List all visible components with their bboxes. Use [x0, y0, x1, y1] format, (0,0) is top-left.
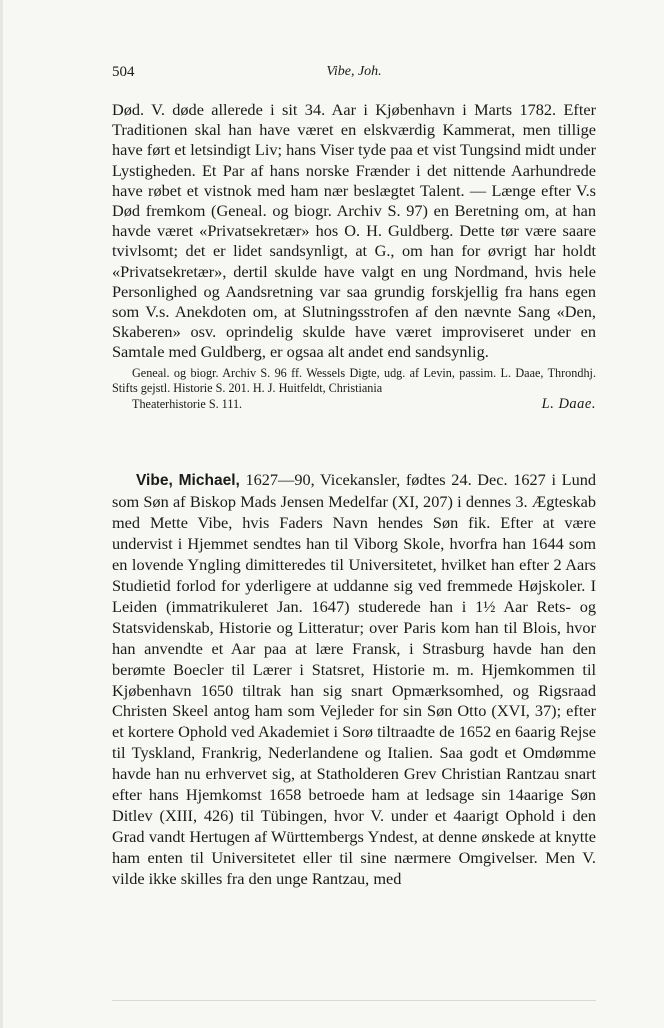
- entry-headword: Vibe, Michael,: [136, 472, 240, 489]
- references-text: Geneal. og biogr. Archiv S. 96 ff. Wessels Digte, udg. af Levin, passim. L. Daae, Throndhj. Stifts gejstl. Historie S. 201. H. J. Huitfeldt, Christiania: [112, 365, 596, 396]
- references-text-end: Theaterhistorie S. 111.: [132, 396, 243, 411]
- references: [112, 366, 596, 413]
- page-bottom-rule: [112, 1000, 596, 1001]
- references-last-line: [112, 397, 596, 413]
- page-edge: [0, 0, 3, 1028]
- author-signature: L. Daae.: [541, 395, 596, 412]
- entry-paragraph: [112, 470, 596, 890]
- entry-paragraph: Død. V. døde allerede i sit 34. Aar i Kjøbenhavn i Marts 1782. Efter Traditionen skal han have været en elskværdig Kammerat, men tillige have ført et letsindigt Liv; hans Viser tyde paa et vist Tungsind midt under Lystigheden. Et Par af hans norske Frænder i det nittende Aarhundrede have røbet et vistnok med ham nær beslægtet Talent. — Længe efter V.s Død fremkom (Geneal. og biogr. Archiv S. 97) en Beretning om, at han havde været «Privatsekretær» hos O. H. Guldberg. Dette tør være saare tvivlsomt; det er lidet sandsynligt, at G., om han for øvrigt har holdt «Privatsekretær», dertil skulde have valgt en ung Nordmand, hvis hele Personlighed og Aandsretning var saa grundig forskjellig fra hans egen som V.s. Anekdoten om, at Slutningsstrofen af den nævnte Sang «Den, Skaberen» osv. oprindelig skulde have været improviseret under en Samtale med Guldberg, er ogsaa alt andet end sandsynlig.: [112, 100, 596, 362]
- page-number: 504: [112, 64, 135, 80]
- entry-body: 1627—90, Vicekansler, fødtes 24. Dec. 1627 i Lund som Søn af Biskop Mads Jensen Medelfar (XI, 207) i dennes 3. Ægteskab med Mette Vibe, hvis Faders Navn hendes Søn fik. Efter at være undervist i Hjemmet sendtes han til Viborg Skole, hvorfra han 1644 som en lovende Yngling dimitteredes til Universitetet, hvilket han efter 2 Aars Studietid forlod for yderligere at uddanne sig ved fremmede Højskoler. I Leiden (immatrikuleret Jan. 1647) studerede han i 1½ Aar Rets- og Statsvidenskab, Historie og Litteratur; over Paris kom han til Blois, hvor han anvendte et Aar paa at lære Fransk, i Strasburg havde han den berømte Boecler til Lærer i Statsret, Historie m. m. Hjemkommen til Kjøbenhavn 1650 tiltrak han sig snart Opmærksomhed, og Rigsraad Christen Skeel antog ham som Vejleder for sin Søn Otto (XVI, 37); efter et kortere Ophold ved Akademiet i Sorø tiltraadte de 1652 en 6aarig Rejse til Tyskland, Frankrig, Nederlandene og Italien. Saa godt et Omdømme havde han nu erhvervet sig, at Statholderen Grev Christian Rantzau snart efter hans Hjemkomst 1658 betroede ham at ledsage sin 14aarige Søn Ditlev (XIII, 426) til Tübingen, hvor V. under et 4aarigt Ophold i den Grad vandt Hertugen af Württembergs Yndest, at denne ønskede at knytte ham enten til Universitetet eller til sine nærmere Omgivelser. Men V. vilde ikke skilles fra den unge Rantzau, med: [112, 470, 596, 889]
- running-head: Vibe, Joh.: [326, 64, 382, 79]
- page-header: [112, 64, 596, 86]
- entry-vibe-michael: [112, 470, 596, 890]
- entry-vibe-johan: [112, 100, 596, 412]
